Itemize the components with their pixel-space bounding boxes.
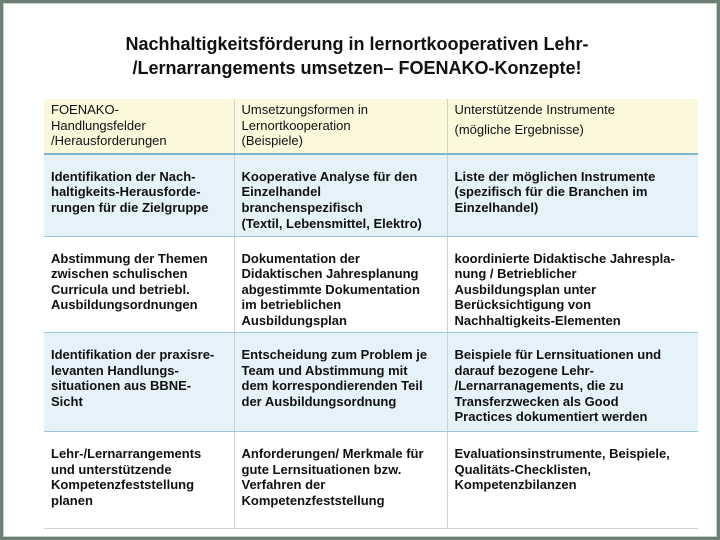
table-row bbox=[44, 333, 698, 432]
table-cell bbox=[447, 154, 698, 237]
cell-text-line: zwischen schulischen bbox=[51, 266, 188, 281]
cell-text-line: Team und Abstimmung mit bbox=[241, 362, 408, 378]
header-text-line: Handlungsfelder bbox=[51, 117, 146, 133]
cell-text-line: branchenspezifisch bbox=[241, 199, 363, 215]
cell-text-line: rungen für die Zielgruppe bbox=[51, 199, 209, 215]
cell-text-line: Ausbildungsordnungen bbox=[51, 297, 198, 312]
table-row bbox=[44, 432, 698, 529]
cell-text-line: Dokumentation der bbox=[241, 250, 360, 266]
header-umsetzungsformen bbox=[234, 99, 447, 154]
table-cell bbox=[447, 333, 698, 432]
cell-text-line: Kompetenzbilanzen bbox=[454, 477, 577, 492]
cell-text-line: Einzelhandel bbox=[241, 184, 321, 199]
cell-text-line: Ausbildungsplan unter bbox=[454, 281, 597, 297]
cell-text-line: Sicht bbox=[51, 393, 83, 409]
table-cell bbox=[44, 432, 234, 529]
cell-text-line: gute Lernsituationen bzw. bbox=[241, 461, 402, 477]
cell-text-line: Anforderungen/ Merkmale für bbox=[241, 446, 424, 461]
cell-text-line: dem korrespondierenden Teil bbox=[241, 378, 423, 393]
table-row bbox=[44, 154, 698, 237]
cell-text-line: Liste der möglichen Instrumente bbox=[454, 168, 656, 184]
header-text-line: Unterstützende Instrumente bbox=[454, 102, 615, 117]
cell-text-line: Abstimmung der Themen bbox=[51, 250, 208, 266]
table-cell bbox=[44, 333, 234, 432]
cell-text-line: Didaktischen Jahresplanung bbox=[241, 266, 419, 281]
cell-text-line: levanten Handlungs- bbox=[51, 362, 179, 378]
concept-table bbox=[44, 99, 698, 529]
cell-text-line: Identifikation der Nach- bbox=[51, 168, 196, 184]
cell-text-line: Identifikation der praxisre- bbox=[51, 347, 215, 362]
cell-text-line: im betrieblichen bbox=[241, 297, 342, 312]
slide bbox=[3, 3, 717, 537]
table-row bbox=[44, 236, 698, 333]
cell-text-line: und unterstützende bbox=[51, 461, 172, 477]
header-text-line: /Herausforderungen bbox=[51, 133, 167, 148]
header-instrumente bbox=[447, 99, 698, 154]
cell-text-line: Verfahren der bbox=[241, 477, 326, 492]
cell-text-line: Nachhaltigkeits-Elementen bbox=[454, 312, 621, 328]
header-text-line: (Beispiele) bbox=[241, 133, 303, 148]
cell-text-line: Berücksichtigung von bbox=[454, 297, 592, 312]
table-cell bbox=[234, 236, 447, 333]
cell-text-line: Kooperative Analyse für den bbox=[241, 168, 418, 184]
cell-text-line: der Ausbildungsordnung bbox=[241, 393, 397, 409]
table-cell bbox=[44, 236, 234, 333]
cell-text-line: Kompetenzfeststellung bbox=[241, 492, 385, 508]
cell-text-line: Beispiele für Lernsituationen und bbox=[454, 347, 662, 362]
slide-title-line-1: Nachhaltigkeitsförderung in lernortkooperativen Lehr- bbox=[125, 34, 589, 54]
cell-text-line: nung / Betrieblicher bbox=[454, 266, 577, 281]
table-header-row bbox=[44, 99, 698, 154]
cell-text-line: haltigkeits-Herausforde- bbox=[51, 184, 201, 199]
cell-text-line: Practices dokumentiert werden bbox=[454, 409, 648, 424]
cell-text-line: (Textil, Lebensmittel, Elektro) bbox=[241, 216, 422, 231]
table-cell bbox=[234, 154, 447, 237]
header-text-line: FOENAKO- bbox=[51, 102, 119, 117]
cell-text-line: Entscheidung zum Problem je bbox=[241, 347, 428, 362]
cell-text-line: Evaluationsinstrumente, Beispiele, bbox=[454, 446, 670, 461]
header-text-line: (mögliche Ergebnisse) bbox=[454, 121, 584, 137]
table-cell bbox=[447, 236, 698, 333]
cell-text-line: abgestimmte Dokumentation bbox=[241, 281, 420, 297]
table-cell bbox=[234, 333, 447, 432]
cell-text-line: Kompetenzfeststellung bbox=[51, 477, 195, 492]
header-text-line: Lernortkooperation bbox=[241, 117, 351, 133]
cell-text-line: /Lernarranagements, die zu bbox=[454, 378, 624, 393]
cell-text-line: koordinierte Didaktische Jahrespla- bbox=[454, 250, 675, 266]
header-text-line: Umsetzungsformen in bbox=[241, 102, 368, 117]
table-cell bbox=[234, 432, 447, 529]
cell-text-line: planen bbox=[51, 492, 93, 508]
cell-text-line: Ausbildungsplan bbox=[241, 312, 347, 328]
cell-text-line: Curricula und betriebl. bbox=[51, 281, 190, 297]
table-cell bbox=[44, 154, 234, 237]
cell-text-line: Transferzwecken als Good bbox=[454, 393, 619, 409]
slide-title-line-2: /Lernarrangements umsetzen– FOENAKO-Konzepte! bbox=[132, 58, 582, 78]
cell-text-line: darauf bezogene Lehr- bbox=[454, 362, 594, 378]
header-handlungsfelder bbox=[44, 99, 234, 154]
cell-text-line: situationen aus BBNE- bbox=[51, 378, 192, 393]
slide-title bbox=[4, 32, 710, 80]
cell-text-line: (spezifisch für die Branchen im bbox=[454, 184, 648, 199]
table-cell bbox=[447, 432, 698, 529]
cell-text-line: Qualitäts-Checklisten, bbox=[454, 461, 592, 477]
cell-text-line: Einzelhandel) bbox=[454, 199, 539, 215]
cell-text-line: Lehr-/Lernarrangements bbox=[51, 446, 202, 461]
